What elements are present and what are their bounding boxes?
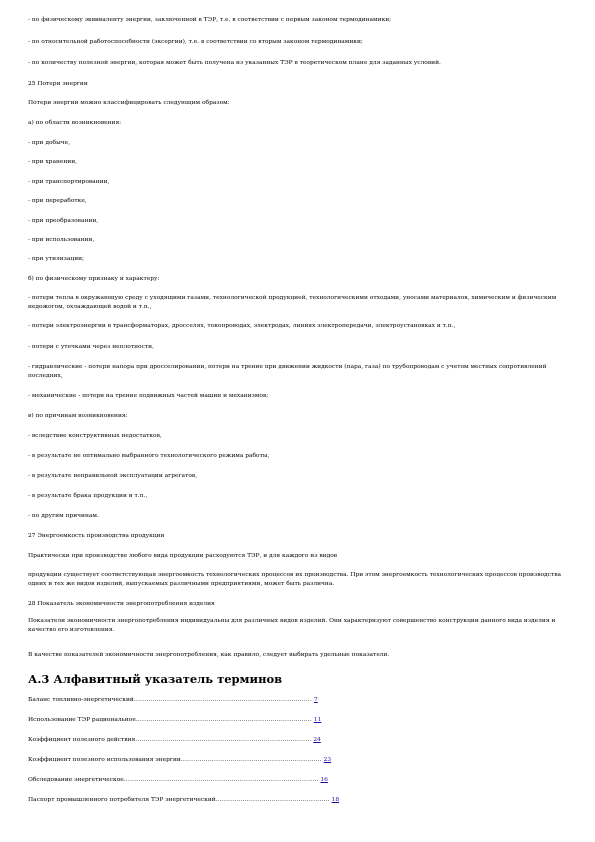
- toc-entry: [28, 755, 358, 765]
- section-heading: 27 Энергоемкость производства продукции: [28, 533, 165, 539]
- paragraph-line: - по физическому эквиваленту энергии, заключенной в ТЭР, т.е. в соответствии с первым законом термодинамики;: [28, 17, 392, 23]
- toc-term: Коэффициент полезного действия: [28, 737, 136, 743]
- toc-page-link[interactable]: 24: [313, 737, 321, 743]
- paragraph-line: Потери энергии можно классифицировать следующим образом:: [28, 100, 230, 106]
- toc-page-link[interactable]: 18: [331, 797, 340, 803]
- toc-entry: [28, 795, 358, 805]
- list-item: - при преобразовании,: [28, 218, 99, 224]
- list-item: - потери тепла в окружающую среду с уходящими газами, технологической продукцией, технологическими отходами, уносами материалов, химическим и физическим недожогом, охлаждающей водой и т.п.,: [28, 295, 557, 310]
- toc-leader: ....................................................................: [180, 757, 322, 763]
- list-item: - механические - потери на трение подвижных частей машин и механизмов;: [28, 393, 269, 399]
- list-item: - гидравлические - потери напора при дросселировании, потери на трение при движении жидкости (пара, газа) по трубопроводам с учетом местных сопротивлений последних,: [28, 364, 547, 379]
- section-heading: 25 Потери энергии: [28, 81, 88, 87]
- toc-leader: .......................................................: [215, 797, 330, 803]
- toc-term: Использование ТЭР рациональное: [28, 717, 136, 723]
- toc-entry: [28, 735, 358, 745]
- toc-leader: .....................................................................................: [135, 737, 312, 743]
- toc-term: Паспорт промышленного потребителя ТЭР энергетический: [28, 797, 216, 803]
- list-item: - в результате брака продукции и т.п.,: [28, 493, 148, 499]
- toc-leader: .....................................................................................: [135, 717, 312, 723]
- toc-page-link[interactable]: 16: [320, 777, 328, 783]
- paragraph-line: б) по физическому признаку и характеру:: [28, 276, 160, 282]
- list-item: - потери электроэнергии в трансформаторах, дросселях, токопроводах, электродах, линиях электропередачи, электроустановках и т.п.,: [28, 323, 456, 329]
- toc-page-link[interactable]: 23: [323, 757, 332, 763]
- paragraph-line: продукции существует соответствующая энергоемкость технологических процессов их производства. При этом энергоемкость технологических процессов производства одних и тех же видов изделий, выпускаемых различными предприятиями, может быть различна.: [28, 572, 562, 587]
- list-item: - потери с утечками через неплотности,: [28, 344, 154, 350]
- list-item: - при переработке,: [28, 198, 87, 204]
- toc-entry: [28, 695, 358, 705]
- paragraph-line: В качестве показателей экономичности энергопотребления, как правило, следует выбирать удельные показатели.: [28, 652, 390, 658]
- list-item: - при использовании,: [28, 237, 95, 243]
- toc-leader: ..............................................................................................: [123, 777, 319, 783]
- list-item: - вследствие конструктивных недостатков,: [28, 433, 162, 439]
- toc-entry: [28, 715, 358, 725]
- toc-entry: [28, 775, 358, 785]
- paragraph-line: а) по области возникновения:: [28, 120, 122, 126]
- toc-term: Обследование энергетическое: [28, 777, 124, 783]
- paragraph-line: - по количеству полезной энергии, которая может быть получена из указанных ТЭР в теоретическом плане для заданных условий.: [28, 60, 441, 66]
- list-item: - при добыче,: [28, 140, 71, 146]
- toc-term: Коэффициент полезного использования энергии: [28, 757, 181, 763]
- list-item: - при хранении,: [28, 159, 78, 165]
- paragraph-line: Практически при производстве любого вида продукции расходуются ТЭР, и для каждого из видов: [28, 553, 338, 559]
- section-heading: 28 Показатель экономичности энергопотребления изделия: [28, 601, 215, 607]
- toc-page-link[interactable]: 11: [313, 717, 322, 723]
- list-item: - в результате неправильной эксплуатации агрегатов,: [28, 473, 198, 479]
- paragraph-line: в) по причинам возникновения:: [28, 413, 128, 419]
- list-item: - по другим причинам.: [28, 513, 99, 519]
- paragraph-line: - по относительной работоспособности (эксергии), т.е. в соответствии со вторым законом термодинамики;: [28, 39, 363, 45]
- toc-page-link[interactable]: 7: [313, 697, 318, 703]
- index-heading: А.3 Алфавитный указатель терминов: [28, 672, 283, 686]
- paragraph-line: Показатели экономичности энергопотребления индивидуальны для различных видов изделий. Они характеризуют совершенство конструкции данного вида изделия и качество его изготовления.: [28, 618, 556, 633]
- toc-leader: ......................................................................................: [133, 697, 313, 703]
- list-item: - в результате не оптимально выбранного технологического режима работы,: [28, 453, 270, 459]
- list-item: - при транспортировании,: [28, 179, 110, 185]
- toc-term: Баланс топливно-энергетический: [28, 697, 134, 703]
- list-item: - при утилизации;: [28, 256, 85, 262]
